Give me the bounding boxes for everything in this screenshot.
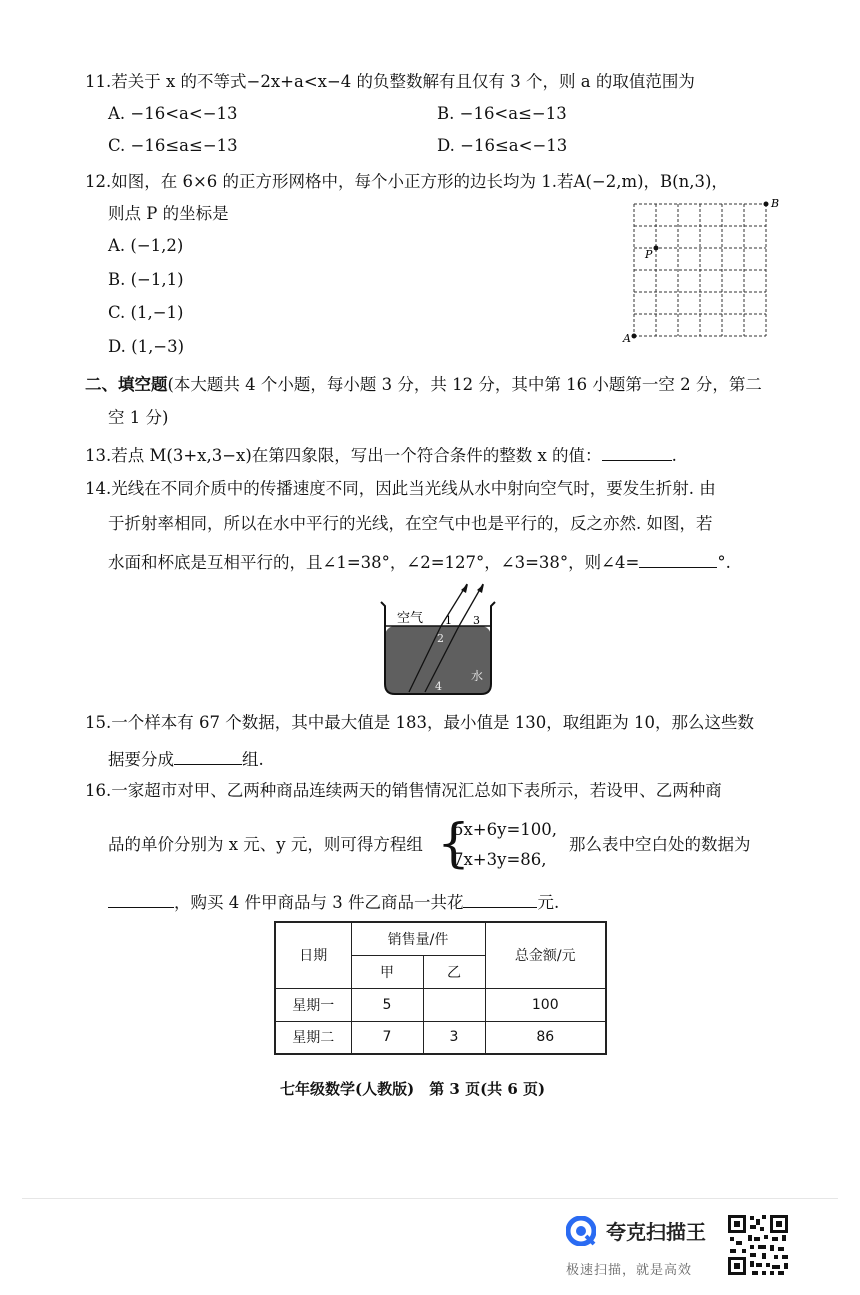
q11-option-b: B. −16<a≤−13 — [437, 104, 567, 123]
label-air: 空气 — [397, 611, 424, 626]
q11-option-a: A. −16<a<−13 — [108, 104, 238, 123]
q15-row2 — [108, 747, 264, 770]
grid-lines — [634, 204, 766, 336]
watermark-brand: 夸克扫描王 — [606, 1220, 706, 1244]
q13-answer-blank[interactable] — [602, 443, 672, 461]
q14-line3: 水面和杯底是互相平行的，且∠1=38°，∠2=127°，∠3=38°，则∠4= — [108, 553, 640, 572]
section2-title: 二、填空题 — [85, 375, 168, 394]
qr-code-icon — [726, 1213, 790, 1277]
table-row — [275, 1021, 606, 1054]
header-item-a: 甲 — [351, 955, 423, 988]
q15-line1: 15.一个样本有 67 个数据，其中最大值是 183，最小值是 130，取组距为 10，那么这些数 — [85, 713, 754, 732]
q16-row3 — [108, 890, 559, 913]
q11-option-c: C. −16≤a≤−13 — [108, 136, 238, 155]
q16-mid: ，购买 4 件甲商品与 3 件乙商品一共花 — [174, 893, 464, 912]
q16-line1: 16.一家超市对甲、乙两种商品连续两天的销售情况汇总如下表所示，若设甲、乙两种商 — [85, 781, 722, 800]
header-date: 日期 — [275, 922, 351, 988]
section2-desc-line2: 空 1 分) — [108, 408, 169, 427]
cell-a: 5 — [351, 988, 423, 1021]
q13-text: 13.若点 M(3+x,3−x)在第四象限，写出一个符合条件的整数 x 的值： — [85, 446, 602, 465]
header-total: 总金额/元 — [485, 922, 606, 988]
cell-total: 100 — [485, 988, 606, 1021]
cell-day: 星期二 — [275, 1021, 351, 1054]
q14-line1: 14.光线在不同介质中的传播速度不同，因此当光线从水中射向空气时，要发生折射. 由 — [85, 479, 716, 498]
grid-figure — [620, 196, 790, 346]
q14-row3 — [108, 550, 731, 573]
label-p: P — [645, 248, 653, 261]
label-angle-4: 4 — [435, 680, 442, 693]
sales-table — [274, 921, 607, 1055]
q13-end: . — [671, 446, 677, 465]
q16-end: 元. — [537, 893, 560, 912]
q12-stem-line1: 12.如图，在 6×6 的正方形网格中，每个小正方形的边长均为 1.若A(−2,m)，B(n,3)， — [85, 172, 728, 191]
page-footer: 七年级数学(人教版) 第 3 页(共 6 页) — [280, 1080, 546, 1098]
q11-stem: 11.若关于 x 的不等式−2x+a<x−4 的负整数解有且仅有 3 个，则 a 的取值范围为 — [85, 72, 695, 91]
q16-answer-blank-2[interactable] — [463, 890, 537, 908]
header-item-b: 乙 — [423, 955, 485, 988]
cell-day: 星期一 — [275, 988, 351, 1021]
header-sales: 销售量/件 — [351, 922, 485, 955]
cell-b-blank — [423, 988, 485, 1021]
section2-desc: (本大题共 4 个小题，每小题 3 分，共 12 分，其中第 16 小题第一空 2 分，第二 — [167, 375, 762, 394]
q12-option-b: B. (−1,1) — [108, 270, 184, 289]
q12-option-d: D. (1,−3) — [108, 337, 185, 356]
label-a: A — [623, 332, 631, 345]
point-a — [632, 334, 637, 339]
cell-a: 7 — [351, 1021, 423, 1054]
equation-1: 5x+6y=100, — [453, 820, 558, 839]
q12-option-c: C. (1,−1) — [108, 303, 184, 322]
point-p — [654, 246, 659, 251]
equation-system — [437, 814, 567, 876]
q13-row — [85, 443, 677, 466]
q14-line2: 于折射率相同，所以在水中平行的光线，在空气中也是平行的，反之亦然. 如图，若 — [108, 514, 713, 533]
label-angle-2: 2 — [437, 632, 444, 645]
q16-line2-post: 那么表中空白处的数据为 — [569, 835, 751, 854]
q14-end: °. — [717, 553, 731, 572]
cell-total: 86 — [485, 1021, 606, 1054]
section2-heading — [85, 375, 762, 395]
watermark-slogan: 极速扫描，就是高效 — [566, 1263, 693, 1278]
q16-answer-blank-1[interactable] — [108, 890, 174, 908]
label-b: B — [771, 197, 780, 210]
q11-option-d: D. −16≤a<−13 — [437, 136, 568, 155]
q16-line2-pre: 品的单价分别为 x 元、y 元，则可得方程组 — [108, 835, 423, 854]
label-water: 水 — [471, 669, 484, 683]
point-b — [764, 202, 769, 207]
q12-stem-line2: 则点 P 的坐标是 — [108, 204, 229, 223]
table-row — [275, 988, 606, 1021]
q15-post: 组. — [242, 750, 264, 769]
q12-option-a: A. (−1,2) — [108, 236, 184, 255]
label-angle-3: 3 — [473, 614, 480, 627]
q14-answer-blank[interactable] — [639, 550, 717, 568]
cell-b: 3 — [423, 1021, 485, 1054]
quark-logo-icon — [566, 1216, 596, 1246]
beaker-figure — [375, 580, 505, 700]
equation-2: 7x+3y=86, — [453, 850, 547, 869]
q15-answer-blank[interactable] — [174, 747, 242, 765]
watermark-divider — [22, 1198, 838, 1199]
q15-pre: 据要分成 — [108, 750, 174, 769]
label-angle-1: 1 — [445, 614, 452, 627]
brace-symbol: { — [437, 814, 471, 874]
